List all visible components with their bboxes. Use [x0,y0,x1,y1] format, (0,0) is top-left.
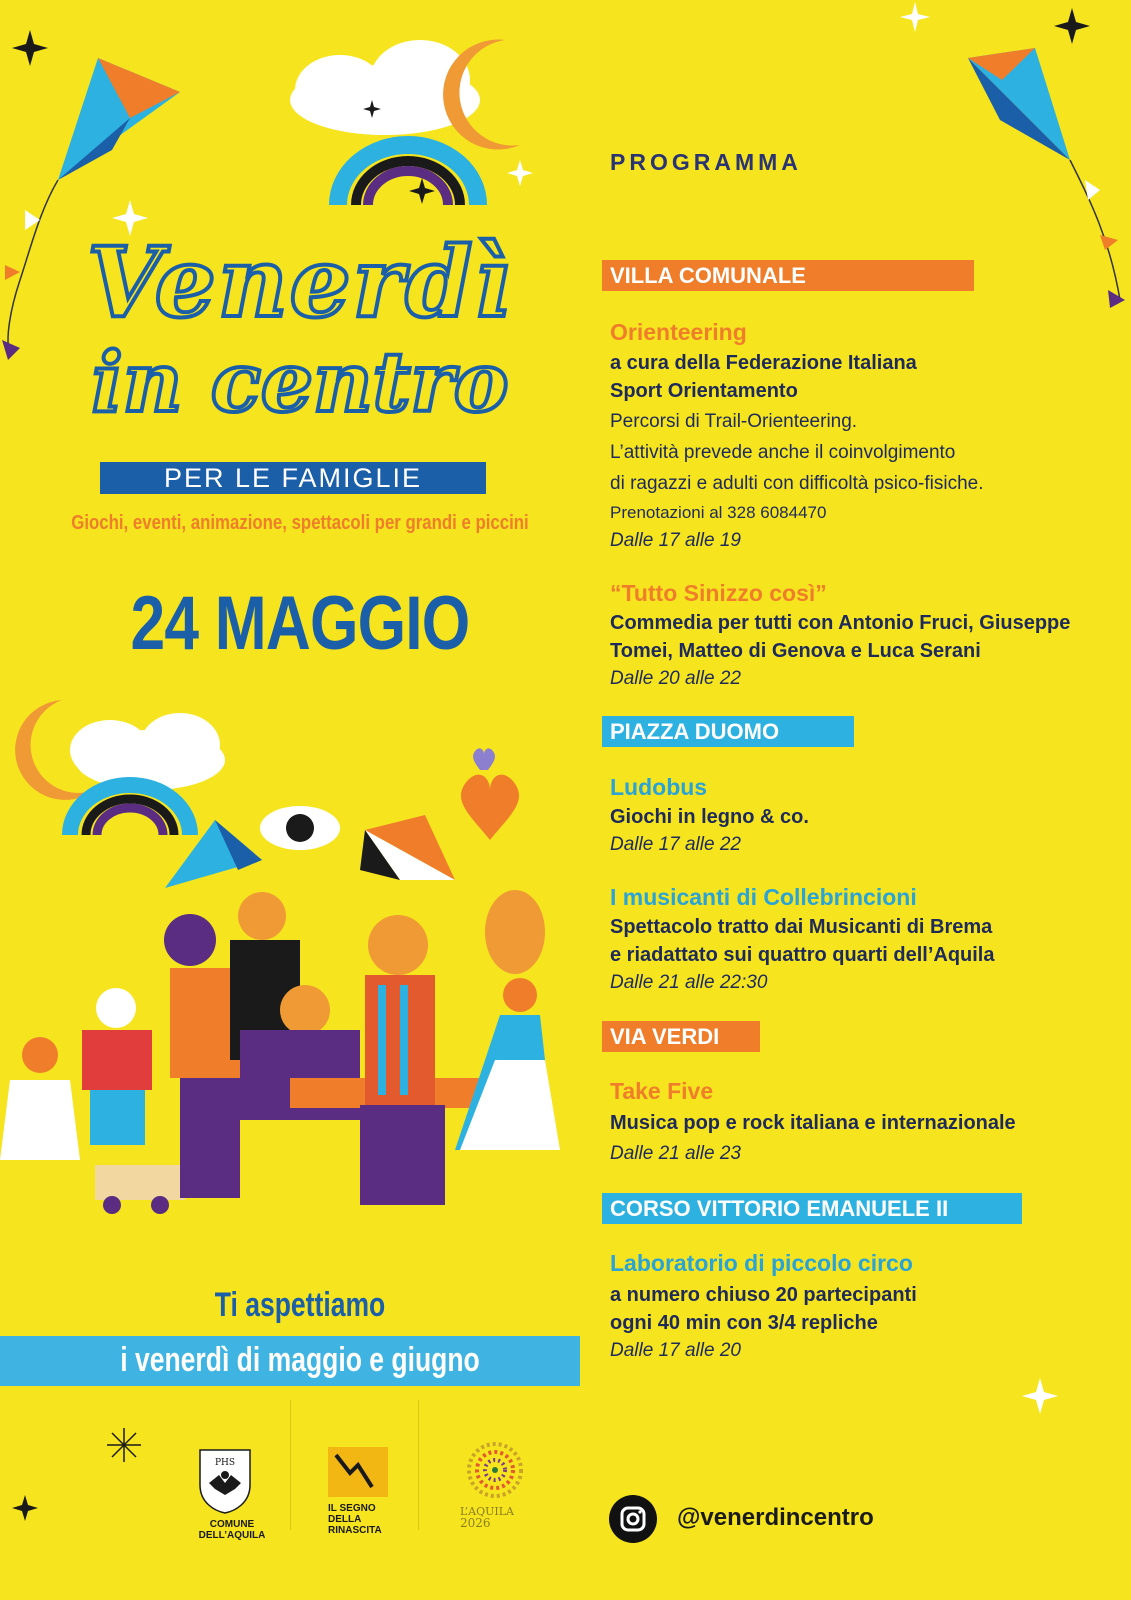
event-note: L’attività prevede anche il coinvolgimento [610,442,956,463]
festival-people-illustration [0,700,560,1214]
event-desc: ogni 40 min con 3/4 repliche [610,1312,878,1334]
poster-title [30,226,570,431]
event-note: di ragazzi e adulti con difficoltà psico-fisiche. [610,473,984,494]
title-line-2: in centro [91,335,509,431]
coat-of-arms-icon [195,1445,255,1515]
capital-culture-icon [460,1440,530,1500]
event-title: “Tutto Sinizzo così” [610,580,827,606]
kite-icon-top-right [968,48,1125,308]
event-title: I musicanti di Collebrincioni [610,884,917,910]
event-desc: a numero chiuso 20 partecipanti [610,1284,917,1306]
section-band-via-verdi: VIA VERDI [602,1021,760,1052]
event-time: Dalle 17 alle 22 [610,834,741,855]
lightning-icon [328,1447,388,1497]
event-time: Dalle 17 alle 20 [610,1340,741,1361]
segno-rinascita-logo [328,1447,388,1497]
invite-line-2: i venerdì di maggio e giugno [120,1341,480,1379]
event-note: Prenotazioni al 328 6084470 [610,503,827,522]
event-time: Dalle 21 alle 22:30 [610,972,768,993]
comune-logo [195,1445,255,1515]
event-desc: Spettacolo tratto dai Musicanti di Brema [610,916,993,938]
event-desc: Sport Orientamento [610,380,798,402]
event-time: Dalle 17 alle 19 [610,530,741,551]
section-band-piazza-duomo: PIAZZA DUOMO [602,716,854,747]
program-heading: PROGRAMMA [610,149,802,175]
event-desc: Giochi in legno & co. [610,806,809,828]
segno-rinascita-caption-3: RINASCITA [328,1525,382,1536]
invite-line-1: Ti aspettiamo [214,1286,386,1324]
aquila-2026-caption-2: 2026 [460,1516,491,1530]
event-date: 24 MAGGIO [130,581,470,666]
event-title: Orienteering [610,319,747,345]
subtitle-band: PER LE FAMIGLIE [100,462,486,494]
instagram-icon[interactable] [609,1495,657,1543]
comune-logo-caption: COMUNE DELL’AQUILA [198,1519,266,1541]
title-line-1: Venerdì [87,226,513,339]
event-desc: Tomei, Matteo di Genova e Luca Serani [610,640,981,662]
event-time: Dalle 21 alle 23 [610,1143,741,1164]
section-band-villa-comunale: VILLA COMUNALE [602,260,974,291]
aquila-2026-logo [460,1440,530,1500]
event-title: Laboratorio di piccolo circo [610,1250,913,1276]
instagram-handle-link[interactable]: @venerdincentro [677,1504,874,1531]
instagram-glyph-icon [609,1495,657,1543]
shield-letters: PHS [214,1458,236,1468]
event-desc: a cura della Federazione Italiana [610,352,917,374]
event-desc: e riadattato sui quattro quarti dell’Aquila [610,944,995,966]
event-note: Percorsi di Trail-Orienteering. [610,411,858,432]
aquila-2026-caption-1: L’AQUILA [460,1505,514,1518]
segno-rinascita-caption-2: DELLA [328,1514,362,1525]
event-desc: Commedia per tutti con Antonio Fruci, Giuseppe [610,612,1071,634]
segno-rinascita-caption-1: IL SEGNO [328,1503,376,1514]
event-time: Dalle 20 alle 22 [610,668,741,689]
event-desc: Musica pop e rock italiana e internazionale [610,1112,1016,1134]
tagline: Giochi, eventi, animazione, spettacoli per grandi e piccini [71,512,529,534]
event-title: Take Five [610,1078,714,1104]
event-title: Ludobus [610,774,708,800]
section-band-corso-vittorio-emanuele: CORSO VITTORIO EMANUELE II [602,1193,1022,1224]
sparkle-icon-footer [107,1428,141,1462]
